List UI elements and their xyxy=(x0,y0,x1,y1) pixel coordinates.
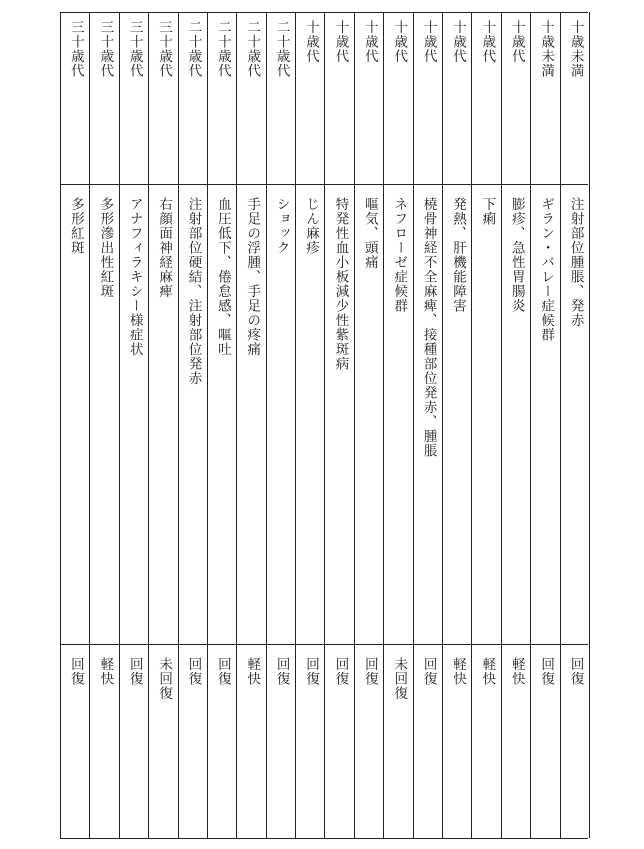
symptom-cell: 嘔気、頭痛 xyxy=(361,197,378,270)
outcome-cell: 軽快 xyxy=(244,657,261,686)
table-row xyxy=(61,12,89,838)
age-cell: 二十歳代 xyxy=(185,20,202,78)
age-cell: 十歳代 xyxy=(450,20,466,64)
outcome-cell: 回復 xyxy=(67,657,84,686)
age-cell: 十歳代 xyxy=(508,20,525,64)
age-cell: 十歳未満 xyxy=(538,20,555,78)
age-cell: 三十歳代 xyxy=(67,20,84,78)
table-row xyxy=(501,12,530,838)
symptom-cell: 特発性血小板減少性紫斑病 xyxy=(332,197,349,371)
outcome-cell: 軽快 xyxy=(97,657,114,686)
age-cell: 十歳代 xyxy=(479,20,496,64)
symptom-cell: じん麻疹 xyxy=(303,197,320,255)
outcome-cell: 回復 xyxy=(185,657,202,686)
age-cell: 二十歳代 xyxy=(214,20,231,78)
outcome-cell: 回復 xyxy=(420,657,437,686)
table-row xyxy=(560,12,589,838)
adverse-reaction-table xyxy=(60,12,590,838)
table-row xyxy=(471,12,500,838)
age-cell: 十歳代 xyxy=(332,20,349,64)
symptom-cell: 注射部位硬結、注射部位発赤 xyxy=(185,197,202,386)
symptom-cell: ギラン・バレー症候群 xyxy=(538,197,555,342)
table-row xyxy=(178,12,207,838)
symptom-cell: 多形紅斑 xyxy=(67,197,84,255)
outcome-cell: 回復 xyxy=(273,657,290,686)
symptom-cell: 多形滲出性紅斑 xyxy=(97,197,114,299)
table-row xyxy=(530,12,559,838)
symptom-cell: 発熱、肝機能障害 xyxy=(450,197,466,313)
table-row xyxy=(148,12,177,838)
outcome-cell: 軽快 xyxy=(450,657,466,686)
symptom-cell: 下痢 xyxy=(479,197,496,226)
symptom-cell: 手足の浮腫、手足の疼痛 xyxy=(244,197,261,357)
outcome-cell: 回復 xyxy=(214,657,231,686)
outcome-cell: 回復 xyxy=(126,657,143,686)
outcome-cell: 回復 xyxy=(332,657,349,686)
symptom-cell: アナフィラキシー様症状 xyxy=(126,197,143,357)
table-row xyxy=(413,12,442,838)
symptom-cell: 橈骨神経不全麻痺、接種部位発赤、腫脹 xyxy=(420,197,437,458)
age-cell: 十歳代 xyxy=(303,20,320,64)
table-row xyxy=(383,12,412,838)
symptom-cell: ネフローゼ症候群 xyxy=(391,197,408,313)
table-row xyxy=(89,12,118,838)
table-row xyxy=(324,12,353,838)
age-cell: 二十歳代 xyxy=(273,20,290,78)
table-row xyxy=(266,12,295,838)
table-row xyxy=(442,12,471,838)
outcome-cell: 未回復 xyxy=(391,657,408,701)
age-cell: 十歳代 xyxy=(361,20,378,64)
table-row xyxy=(295,12,324,838)
symptom-cell: 膨疹、急性胃腸炎 xyxy=(508,197,525,313)
symptom-cell: 注射部位腫脹、発赤 xyxy=(567,197,584,328)
outcome-cell: 回復 xyxy=(303,657,320,686)
outcome-cell: 回復 xyxy=(361,657,378,686)
symptom-cell: 血圧低下、倦怠感、嘔吐 xyxy=(214,197,231,357)
outcome-cell: 回復 xyxy=(567,657,584,686)
age-cell: 三十歳代 xyxy=(156,20,173,78)
outcome-cell: 軽快 xyxy=(508,657,525,686)
age-cell: 十歳未満 xyxy=(567,20,584,78)
symptom-cell: ショック xyxy=(273,197,290,255)
outcome-cell: 軽快 xyxy=(479,657,496,686)
table-row xyxy=(236,12,265,838)
symptom-cell: 右顔面神経麻痺 xyxy=(156,197,173,299)
outcome-cell: 回復 xyxy=(538,657,555,686)
age-cell: 十歳代 xyxy=(391,20,408,64)
age-cell: 三十歳代 xyxy=(126,20,143,78)
table-row xyxy=(119,12,148,838)
age-cell: 十歳代 xyxy=(420,20,437,64)
age-cell: 三十歳代 xyxy=(97,20,114,78)
outcome-cell: 未回復 xyxy=(156,657,173,701)
table-row xyxy=(354,12,383,838)
table-row xyxy=(207,12,236,838)
age-cell: 二十歳代 xyxy=(244,20,261,78)
